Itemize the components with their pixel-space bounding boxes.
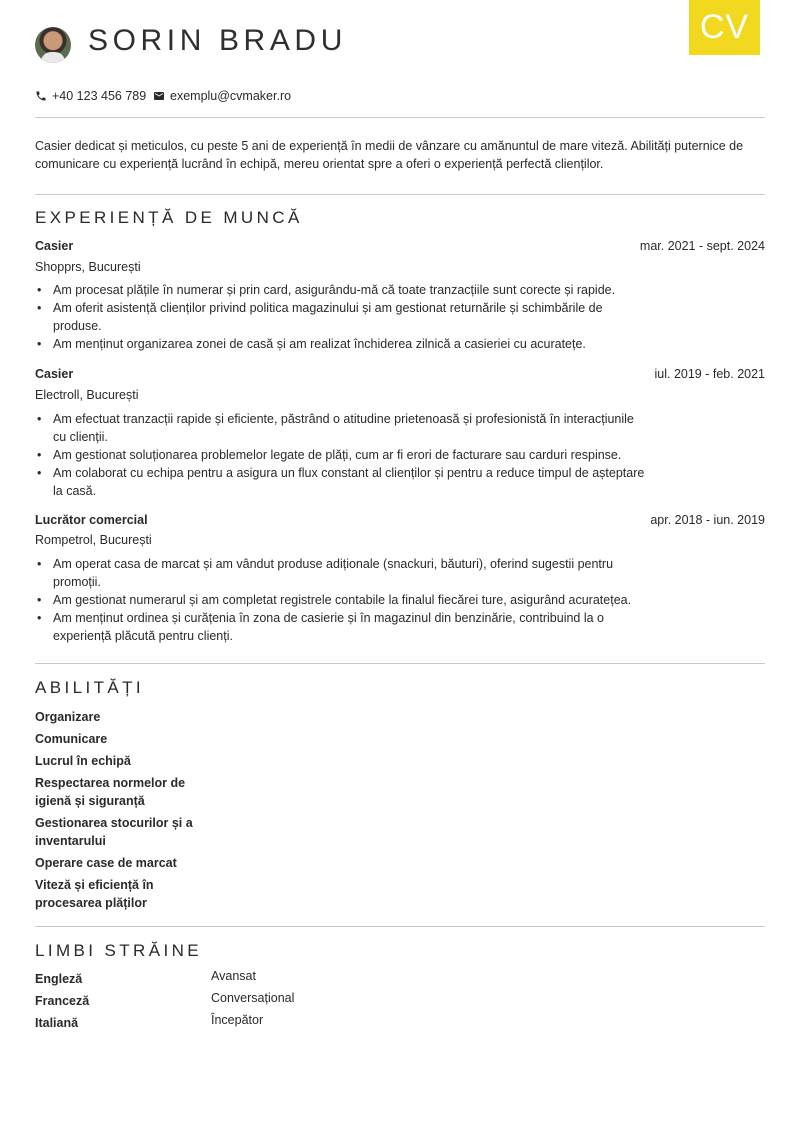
job-dates: mar. 2021 - sept. 2024 bbox=[639, 239, 765, 253]
skill-item: Comunicare bbox=[35, 732, 108, 746]
skill-item: Respectarea normelor de igienă și siguranță bbox=[35, 776, 186, 808]
job-title: Lucrător comercial bbox=[35, 513, 148, 527]
job-bullets bbox=[35, 410, 645, 500]
summary-text: Casier dedicat și meticulos, cu peste 5 ani de experiență în medii de vânzare cu amănuntul de mare viteză. Abilități puternice de comunicare cu experiență lucrând în echipă, mereu orientat spre a oferi o experiență perfectă clienților. bbox=[35, 139, 744, 171]
phone-contact bbox=[35, 89, 146, 103]
language-name: Franceză bbox=[35, 994, 90, 1008]
job-bullet: • Am gestionat numerarul și am completat registrele contabile la finalul fiecărei ture, asigurând acuratețea. bbox=[35, 591, 645, 609]
skill-item: Gestionarea stocurilor și a inventarului bbox=[35, 816, 193, 848]
job-bullet: • Am gestionat soluționarea problemelor legate de plăți, cum ar fi erori de facturare sau carduri respinse. bbox=[35, 446, 645, 464]
avatar bbox=[35, 27, 71, 63]
phone-number: +40 123 456 789 bbox=[52, 89, 147, 103]
job-dates: apr. 2018 - iun. 2019 bbox=[650, 513, 765, 527]
skills-list bbox=[35, 708, 220, 916]
mail-icon bbox=[153, 90, 165, 102]
job-bullet: • Am operat casa de marcat și am vândut produse adiționale (snackuri, băuturi), oferind sugestii pentru promoții. bbox=[35, 555, 645, 591]
skill-item: Organizare bbox=[35, 710, 101, 724]
email-address: exemplu@cvmaker.ro bbox=[170, 89, 292, 103]
skill-item: Lucrul în echipă bbox=[35, 754, 131, 768]
divider bbox=[35, 194, 765, 195]
job-company: Electroll, București bbox=[35, 388, 139, 402]
job-dates: iul. 2019 - feb. 2021 bbox=[654, 367, 765, 381]
job-bullet: • Am oferit asistență clienților privind politica magazinului și am gestionat returnările și schimbările de produse. bbox=[35, 299, 645, 335]
language-name: Engleză bbox=[35, 972, 83, 986]
divider bbox=[35, 117, 765, 118]
job-bullets bbox=[35, 555, 645, 645]
phone-icon bbox=[35, 90, 47, 102]
cv-badge: CV bbox=[689, 0, 760, 55]
divider bbox=[35, 926, 765, 927]
job-bullet: • Am efectuat tranzacții rapide și eficiente, păstrând o atitudine prietenoasă și profesionistă în interacțiunile cu clienții. bbox=[35, 410, 645, 446]
experience-heading: EXPERIENȚĂ DE MUNCĂ bbox=[35, 208, 303, 227]
candidate-name: SORIN BRADU bbox=[88, 24, 347, 57]
job-bullet: • Am colaborat cu echipa pentru a asigura un flux constant al clienților și pentru a reduce timpul de așteptare la casă. bbox=[35, 464, 645, 500]
job-bullet: • Am procesat plățile în numerar și prin card, asigurându-mă că toate tranzacțiile sunt corecte și rapide. bbox=[35, 281, 645, 299]
job-title: Casier bbox=[35, 239, 74, 253]
language-level: Conversațional bbox=[211, 991, 295, 1005]
job-title: Casier bbox=[35, 367, 74, 381]
email-contact bbox=[153, 89, 291, 103]
job-bullet: • Am menținut ordinea și curățenia în zona de casierie și în magazinul din benzinărie, contribuind la o experiență plăcută pentru clienți. bbox=[35, 609, 645, 645]
language-level: Începător bbox=[211, 1013, 264, 1027]
job-company: Shopprs, București bbox=[35, 260, 141, 274]
job-bullet: • Am menținut organizarea zonei de casă și am realizat închiderea zilnică a casieriei cu acuratețe. bbox=[35, 335, 645, 353]
skill-item: Viteză și eficiență în procesarea plăților bbox=[35, 878, 154, 910]
language-name: Italiană bbox=[35, 1016, 79, 1030]
languages-heading: LIMBI STRĂINE bbox=[35, 941, 203, 960]
skill-item: Operare case de marcat bbox=[35, 856, 177, 870]
skills-heading: ABILITĂȚI bbox=[35, 678, 145, 697]
job-bullets bbox=[35, 281, 645, 353]
language-level: Avansat bbox=[211, 969, 256, 983]
divider bbox=[35, 663, 765, 664]
job-company: Rompetrol, București bbox=[35, 533, 152, 547]
